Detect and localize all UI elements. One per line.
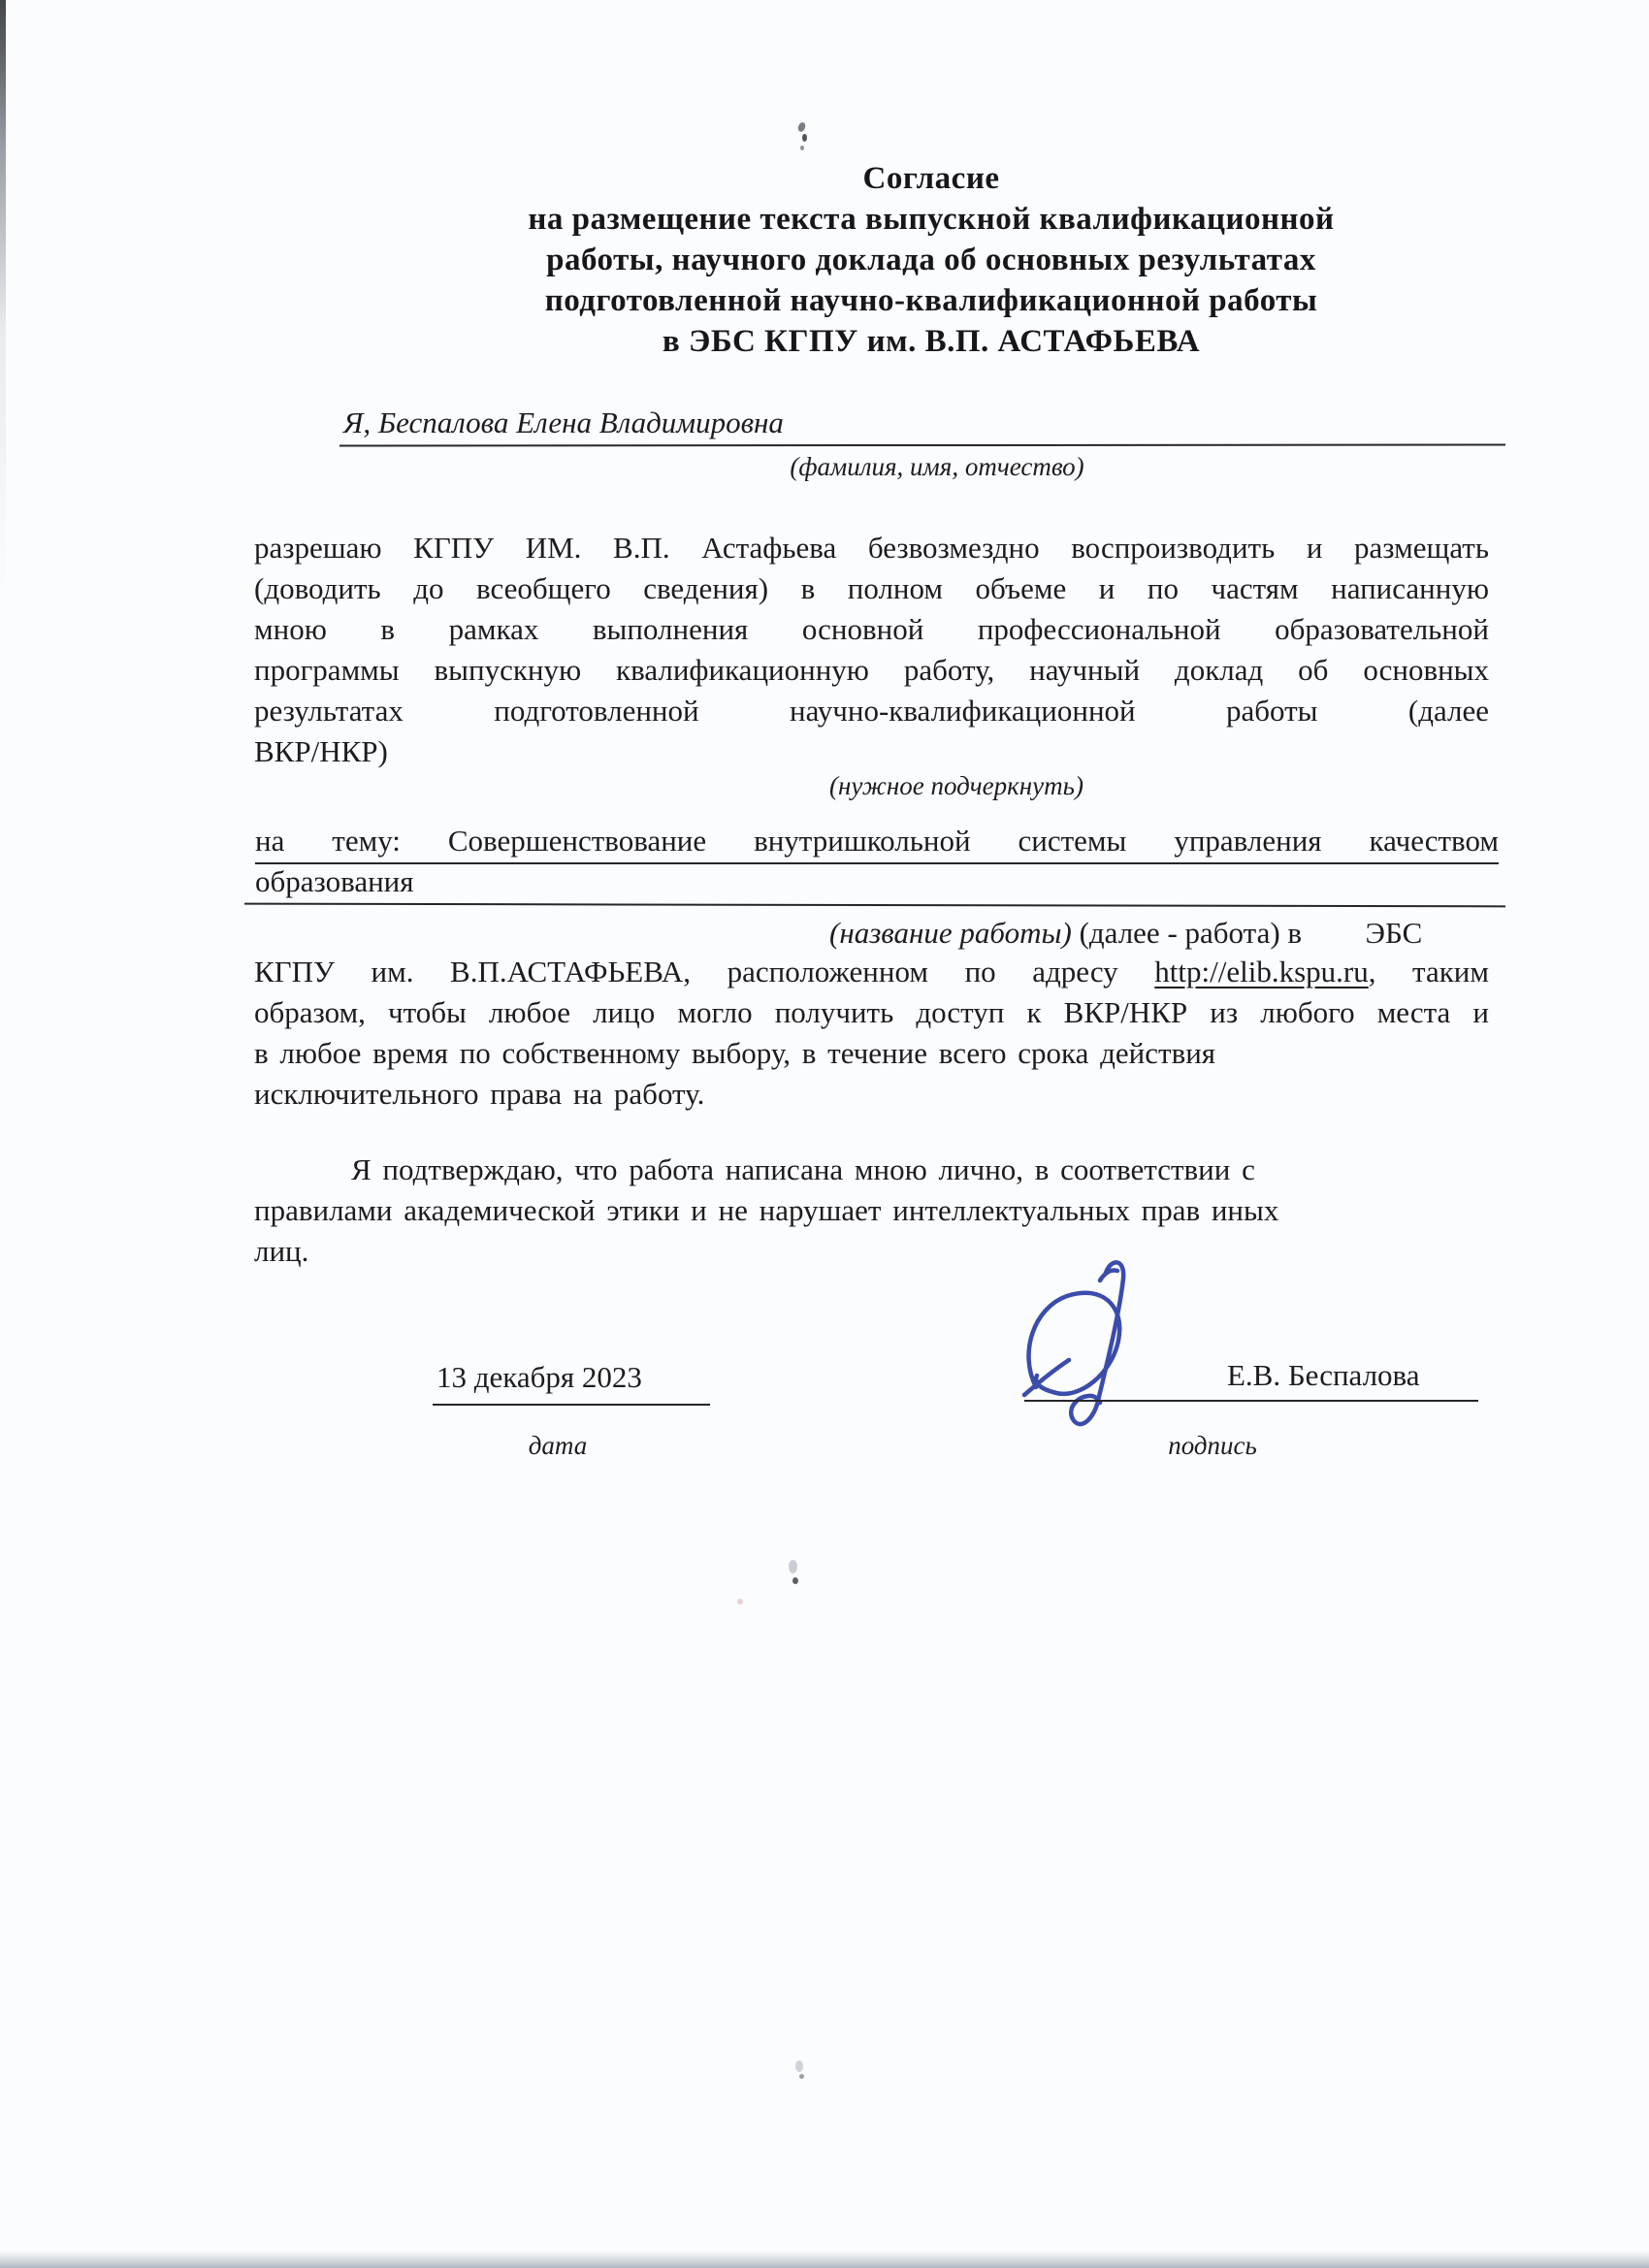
signature-caption: подпись <box>1168 1431 1257 1460</box>
confirmation-line-3: лиц. <box>254 1234 309 1268</box>
date-value: 13 декабря 2023 <box>436 1360 642 1394</box>
signature-tick-stroke <box>1100 1270 1117 1280</box>
signature-ink <box>1015 1253 1160 1443</box>
permission-line-2: (доводить до всеобщего сведения) в полном объеме и по частям написанную <box>254 571 1489 605</box>
permission-line-5: результатах подготовленной научно-квалификационной работы (далее <box>254 694 1489 728</box>
scan-speck <box>799 2074 804 2079</box>
confirmation-line-2: правилами академической этики и не нарушает интеллектуальных прав иных <box>254 1193 1279 1227</box>
placement-line-1 <box>254 952 1489 992</box>
scan-speck <box>792 1577 798 1584</box>
work-caption-line <box>829 913 1422 954</box>
elib-url: http://elib.kspu.ru <box>1154 955 1369 988</box>
declarant-name-line: Я, Беспалова Елена Владимировна <box>343 405 784 439</box>
placement-line-4: исключительного права на работу. <box>254 1077 705 1111</box>
topic-underline-1 <box>255 862 1499 864</box>
topic-line-2: образования <box>255 864 414 898</box>
date-caption: дата <box>528 1431 588 1460</box>
permission-line-6: ВКР/НКР) <box>254 734 388 768</box>
topic-line-1: на тему: Совершенствование внутришкольной системы управления качеством <box>255 824 1499 858</box>
title-line-4: подготовленной научно-квалификационной работы <box>544 283 1318 318</box>
permission-paragraph <box>254 528 1489 772</box>
placement-line-3: в любое время по собственному выбору, в течение всего срока действия <box>254 1036 1216 1070</box>
work-caption-ebs: ЭБС <box>1365 916 1423 950</box>
scan-speck <box>797 121 807 133</box>
placement-line-1-post: , таким <box>1368 955 1489 988</box>
name-caption: (фамилия, имя, отчество) <box>790 452 1084 481</box>
name-underline <box>340 443 1505 446</box>
title-line-5: в ЭБС КГПУ им. В.П. АСТАФЬЕВА <box>662 324 1201 359</box>
placement-line-1-pre: КГПУ им. В.П.АСТАФЬЕВА, расположенном по адресу <box>254 955 1155 988</box>
permission-line-3: мною в рамках выполнения основной профессиональной образовательной <box>254 612 1489 646</box>
scan-speck <box>737 1599 743 1604</box>
signer-name: Е.В. Беспалова <box>1227 1358 1420 1392</box>
work-caption-rest: (далее - работа) в <box>1079 916 1303 950</box>
scan-speck <box>802 134 807 142</box>
title-line-3: работы, научного доклада об основных результатах <box>546 243 1316 277</box>
permission-line-4: программы выпускную квалификационную работу, научный доклад об основных <box>254 653 1489 687</box>
title-line-1: Согласие <box>862 161 1000 196</box>
document-title <box>369 158 1494 362</box>
signature-underline <box>1024 1400 1478 1402</box>
date-underline <box>433 1404 710 1406</box>
scan-speck <box>789 1560 797 1573</box>
placement-line-2: образом, чтобы любое лицо могло получить доступ к ВКР/НКР из любого места и <box>254 995 1489 1029</box>
scan-speck <box>795 2060 803 2072</box>
placement-paragraph <box>254 952 1489 1115</box>
confirmation-line-1: Я подтверждаю, что работа написана мною лично, в соответствии с <box>351 1152 1255 1186</box>
topic-underline-2 <box>244 903 1505 908</box>
confirmation-paragraph <box>254 1150 1489 1272</box>
scan-speck <box>800 146 804 150</box>
scan-edge-artifact-bottom <box>0 2251 1649 2268</box>
work-caption: (название работы) <box>829 916 1072 950</box>
scan-edge-artifact-left <box>0 0 6 601</box>
permission-line-1: разрешаю КГПУ ИМ. В.П. Астафьева безвозмездно воспроизводить и размещать <box>254 531 1489 565</box>
underline-note: (нужное подчеркнуть) <box>829 771 1083 800</box>
title-line-2: на размещение текста выпускной квалификационной <box>528 202 1335 237</box>
